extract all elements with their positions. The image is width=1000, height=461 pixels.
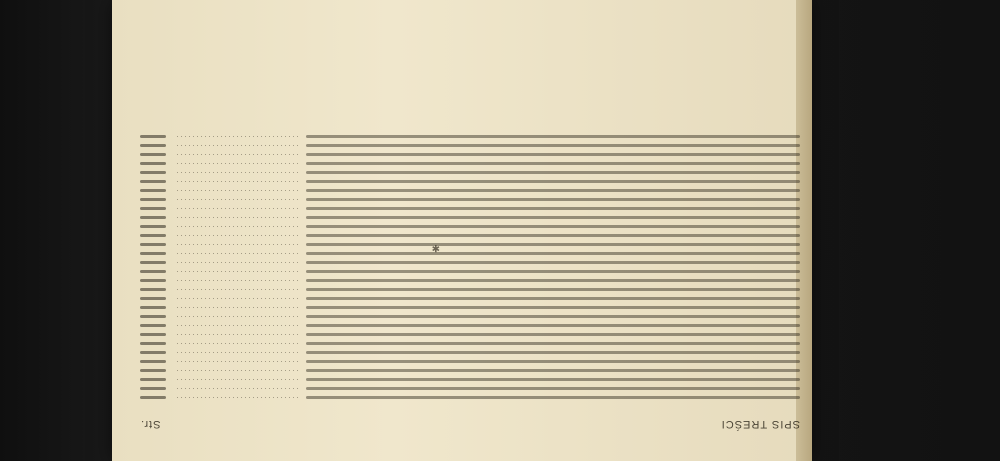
toc-row [140,143,800,149]
toc-page [140,271,166,274]
toc-text [306,271,800,274]
toc-text [306,226,800,229]
toc-page [140,145,166,148]
toc-leader [174,353,298,354]
toc-text [306,172,800,175]
toc-row [140,386,800,392]
toc-leader [174,173,298,174]
toc-text [306,244,800,247]
toc-page [140,289,166,292]
toc-text [306,181,800,184]
toc-row [140,359,800,365]
toc-leader [174,317,298,318]
toc-page [140,397,166,400]
toc-page [140,199,166,202]
toc-text [306,361,800,364]
toc-row [140,206,800,212]
toc-text [306,379,800,382]
toc-page [140,154,166,157]
toc-text [306,190,800,193]
toc-row [140,224,800,230]
toc-page [140,253,166,256]
toc-leader [174,218,298,219]
page-header [140,410,800,438]
toc-row [140,188,800,194]
toc-text [306,343,800,346]
toc-leader [174,281,298,282]
toc-page [140,370,166,373]
toc-text [306,163,800,166]
toc-page [140,316,166,319]
toc-row [140,341,800,347]
toc-leader [174,137,298,138]
toc-leader [174,209,298,210]
toc-row [140,314,800,320]
toc-text [306,298,800,301]
toc-row [140,215,800,221]
toc-page [140,136,166,139]
toc-leader [174,308,298,309]
toc-page [140,244,166,247]
header-title: SPIS TREŚCI [720,418,800,430]
toc-leader [174,182,298,183]
toc-page [140,190,166,193]
toc-page [140,217,166,220]
toc-leader [174,245,298,246]
toc-row [140,233,800,239]
toc-row [140,269,800,275]
toc-leader [174,299,298,300]
toc-page [140,235,166,238]
toc-leader [174,200,298,201]
toc-text [306,217,800,220]
toc-text [306,388,800,391]
toc-text [306,307,800,310]
toc-page [140,280,166,283]
toc-row [140,260,800,266]
toc-list [140,34,800,404]
toc-row [140,152,800,158]
toc-page [140,334,166,337]
toc-page [140,298,166,301]
toc-text [306,289,800,292]
rotated-page-content [140,18,800,438]
toc-leader [174,398,298,399]
toc-text [306,262,800,265]
toc-leader [174,236,298,237]
header-page-label: Str. [140,418,161,430]
toc-row [140,161,800,167]
toc-leader [174,326,298,327]
toc-leader [174,335,298,336]
toc-text [306,334,800,337]
toc-leader [174,263,298,264]
toc-row [140,296,800,302]
toc-page [140,163,166,166]
toc-leader [174,344,298,345]
toc-leader [174,191,298,192]
toc-row [140,377,800,383]
toc-leader [174,380,298,381]
toc-text [306,208,800,211]
toc-row [140,242,800,248]
toc-leader [174,290,298,291]
toc-page [140,226,166,229]
toc-page [140,343,166,346]
toc-leader [174,227,298,228]
toc-row [140,368,800,374]
toc-row [140,170,800,176]
toc-row [140,332,800,338]
toc-row [140,197,800,203]
toc-row [140,287,800,293]
toc-leader [174,146,298,147]
toc-row [140,251,800,257]
asterisk-icon: ✱ [431,242,440,253]
toc-page [140,352,166,355]
toc-page [140,262,166,265]
toc-page [140,181,166,184]
toc-leader [174,254,298,255]
toc-page [140,208,166,211]
toc-page [140,361,166,364]
toc-text [306,235,800,238]
toc-text [306,316,800,319]
toc-page [140,172,166,175]
toc-text [306,253,800,256]
toc-leader [174,371,298,372]
toc-text [306,136,800,139]
toc-text [306,154,800,157]
toc-row [140,350,800,356]
toc-row [140,305,800,311]
toc-page [140,379,166,382]
toc-row [140,323,800,329]
toc-leader [174,389,298,390]
toc-text [306,370,800,373]
toc-row [140,134,800,140]
toc-text [306,145,800,148]
toc-leader [174,164,298,165]
toc-leader [174,272,298,273]
toc-page [140,325,166,328]
toc-text [306,199,800,202]
toc-text [306,325,800,328]
toc-leader [174,362,298,363]
toc-row [140,395,800,401]
toc-page [140,388,166,391]
toc-row [140,278,800,284]
toc-row [140,179,800,185]
toc-text [306,280,800,283]
toc-leader [174,155,298,156]
toc-text [306,352,800,355]
toc-text [306,397,800,400]
toc-page [140,307,166,310]
